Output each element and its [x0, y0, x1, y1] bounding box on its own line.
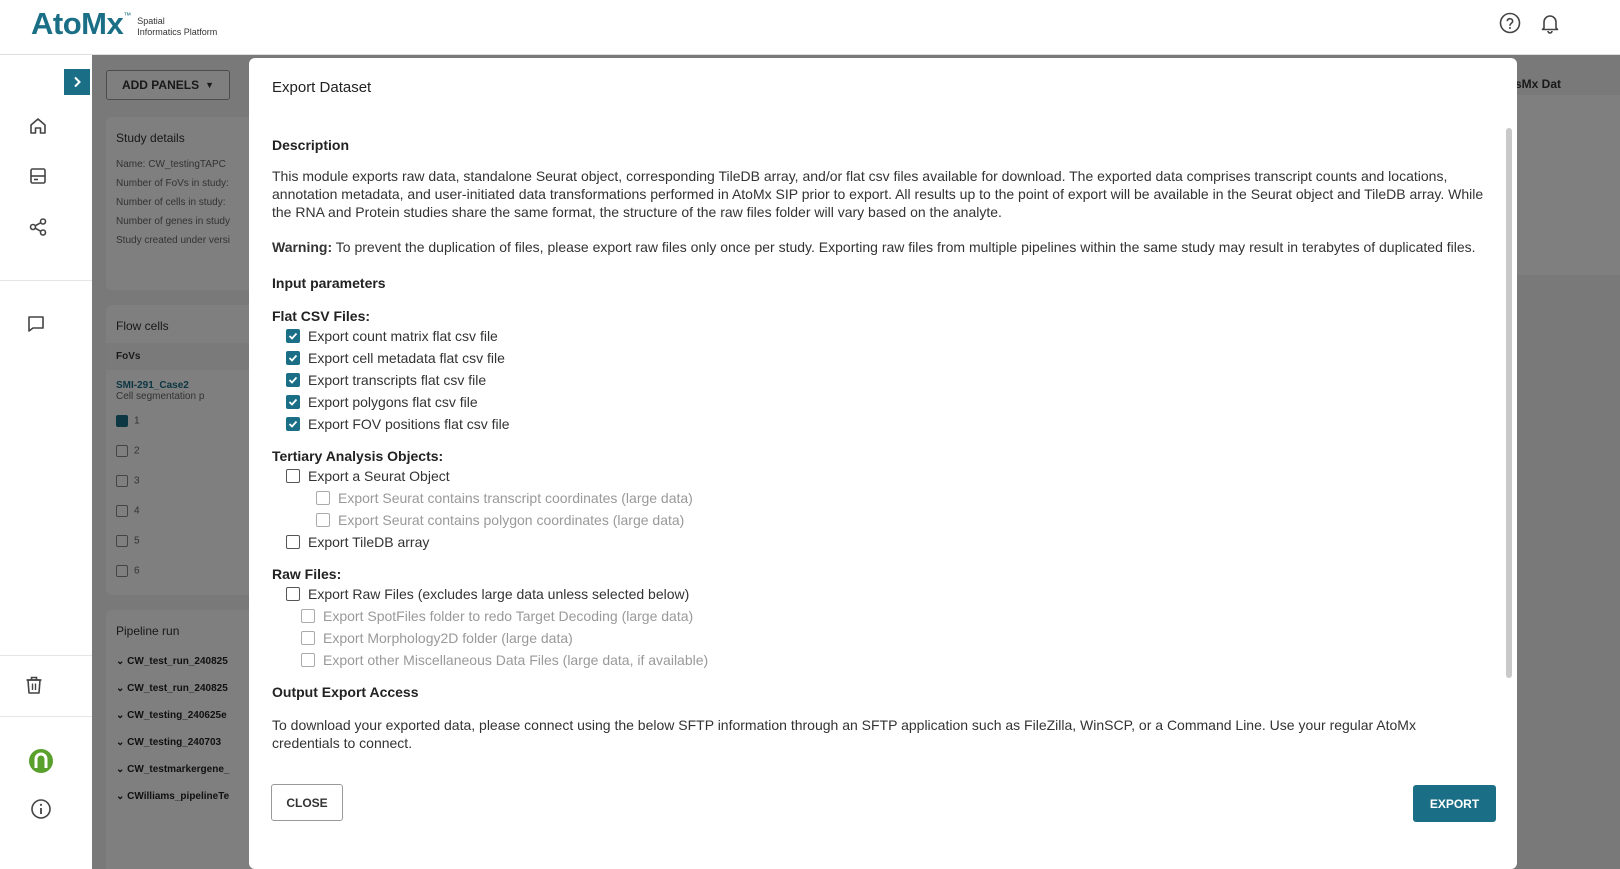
seurat-polygon-coords-label: Export Seurat contains polygon coordinates (large data) [338, 512, 685, 528]
morphology2d-checkbox[interactable] [301, 631, 315, 645]
logo-subtitle [137, 16, 217, 38]
trash-icon[interactable] [22, 673, 46, 697]
spotfiles-checkbox[interactable] [301, 609, 315, 623]
export-fov-positions-label: Export FOV positions flat csv file [308, 416, 510, 432]
home-icon[interactable] [26, 114, 50, 138]
warning-body: To prevent the duplication of files, please export raw files only once per study. Exporting raw files from multiple pipelines within the same study may result in terabytes of duplicated files. [332, 239, 1476, 255]
export-transcripts-checkbox[interactable] [286, 373, 300, 387]
share-icon[interactable] [26, 215, 50, 239]
export-transcripts-option[interactable] [272, 369, 1487, 391]
description-heading: Description [272, 137, 350, 153]
sidebar-divider [0, 716, 92, 717]
spotfiles-option[interactable] [272, 605, 1487, 627]
misc-data-label: Export other Miscellaneous Data Files (large data, if available) [323, 652, 709, 668]
export-seurat-option[interactable] [272, 465, 1487, 487]
info-icon[interactable] [29, 797, 53, 821]
input-parameters-heading: Input parameters [272, 275, 386, 291]
export-button[interactable]: EXPORT [1413, 785, 1496, 822]
dialog-body [272, 136, 1487, 836]
seurat-polygon-coords-checkbox[interactable] [316, 513, 330, 527]
help-icon[interactable] [1498, 11, 1522, 35]
export-tiledb-label: Export TileDB array [308, 534, 430, 550]
seurat-transcript-coords-label: Export Seurat contains transcript coordinates (large data) [338, 490, 693, 506]
top-bar [0, 0, 1620, 55]
left-sidebar [0, 55, 92, 869]
warning-label: Warning: [272, 239, 333, 255]
nanostring-logo-icon[interactable] [28, 748, 52, 772]
tertiary-analysis-heading: Tertiary Analysis Objects: [272, 448, 444, 464]
export-count-matrix-option[interactable] [272, 325, 1487, 347]
morphology2d-label: Export Morphology2D folder (large data) [323, 630, 573, 646]
export-seurat-label: Export a Seurat Object [308, 468, 450, 484]
misc-data-option[interactable] [272, 649, 1487, 671]
export-transcripts-label: Export transcripts flat csv file [308, 372, 487, 388]
output-export-access-text: To download your exported data, please connect using the below SFTP information through an SFTP application such as FileZilla, WinSCP, or a Command Line. Use your regular AtoMx credentials to connect. [272, 717, 1416, 751]
export-tiledb-checkbox[interactable] [286, 535, 300, 549]
export-cell-metadata-option[interactable] [272, 347, 1487, 369]
logo-text: AtoMx [31, 6, 124, 41]
export-count-matrix-checkbox[interactable] [286, 329, 300, 343]
export-tiledb-option[interactable] [272, 531, 1487, 553]
misc-data-checkbox[interactable] [301, 653, 315, 667]
export-raw-files-option[interactable] [272, 583, 1487, 605]
dialog-scrollbar[interactable] [1506, 128, 1512, 678]
logo-subtitle-line2: Informatics Platform [137, 27, 218, 37]
dialog-title: Export Dataset [272, 79, 372, 96]
description-text: This module exports raw data, standalone Seurat object, corresponding TileDB array, and/or flat csv files available for download. The exported data comprises transcript counts and locations, annotation metadata, and user-initiated data transformations performed in AtoMx SIP prior to export. All results up to the point of export will be available in the Seurat object and TileDB array. While the RNA and Protein studies share the same format, the structure of the raw files folder will vary based on the analyte. [272, 168, 1484, 220]
export-polygons-checkbox[interactable] [286, 395, 300, 409]
chevron-right-icon [70, 75, 84, 89]
export-polygons-label: Export polygons flat csv file [308, 394, 478, 410]
export-fov-positions-option[interactable] [272, 413, 1487, 435]
export-raw-files-checkbox[interactable] [286, 587, 300, 601]
sidebar-divider [0, 280, 92, 281]
seurat-transcript-coords-checkbox[interactable] [316, 491, 330, 505]
export-cell-metadata-checkbox[interactable] [286, 351, 300, 365]
morphology2d-option[interactable] [272, 627, 1487, 649]
seurat-polygon-coords-option[interactable] [272, 509, 1487, 531]
logo-trademark: ™ [123, 11, 132, 20]
raw-files-heading: Raw Files: [272, 566, 342, 582]
storage-icon[interactable] [26, 164, 50, 188]
output-export-access-heading: Output Export Access [272, 684, 419, 700]
flat-csv-heading: Flat CSV Files: [272, 308, 371, 324]
comment-icon[interactable] [24, 312, 48, 336]
spotfiles-label: Export SpotFiles folder to redo Target Decoding (large data) [323, 608, 694, 624]
bell-icon[interactable] [1538, 11, 1562, 35]
logo-subtitle-line1: Spatial [137, 16, 165, 26]
export-fov-positions-checkbox[interactable] [286, 417, 300, 431]
sidebar-divider [0, 655, 92, 656]
export-polygons-option[interactable] [272, 391, 1487, 413]
atomx-logo[interactable] [31, 6, 217, 42]
export-cell-metadata-label: Export cell metadata flat csv file [308, 350, 505, 366]
warning-text [272, 238, 1487, 256]
close-button[interactable]: CLOSE [271, 784, 343, 821]
export-dataset-dialog [249, 58, 1517, 869]
expand-sidebar-button[interactable] [64, 69, 90, 95]
export-seurat-checkbox[interactable] [286, 469, 300, 483]
seurat-transcript-coords-option[interactable] [272, 487, 1487, 509]
export-count-matrix-label: Export count matrix flat csv file [308, 328, 498, 344]
export-raw-files-label: Export Raw Files (excludes large data unless selected below) [308, 586, 690, 602]
